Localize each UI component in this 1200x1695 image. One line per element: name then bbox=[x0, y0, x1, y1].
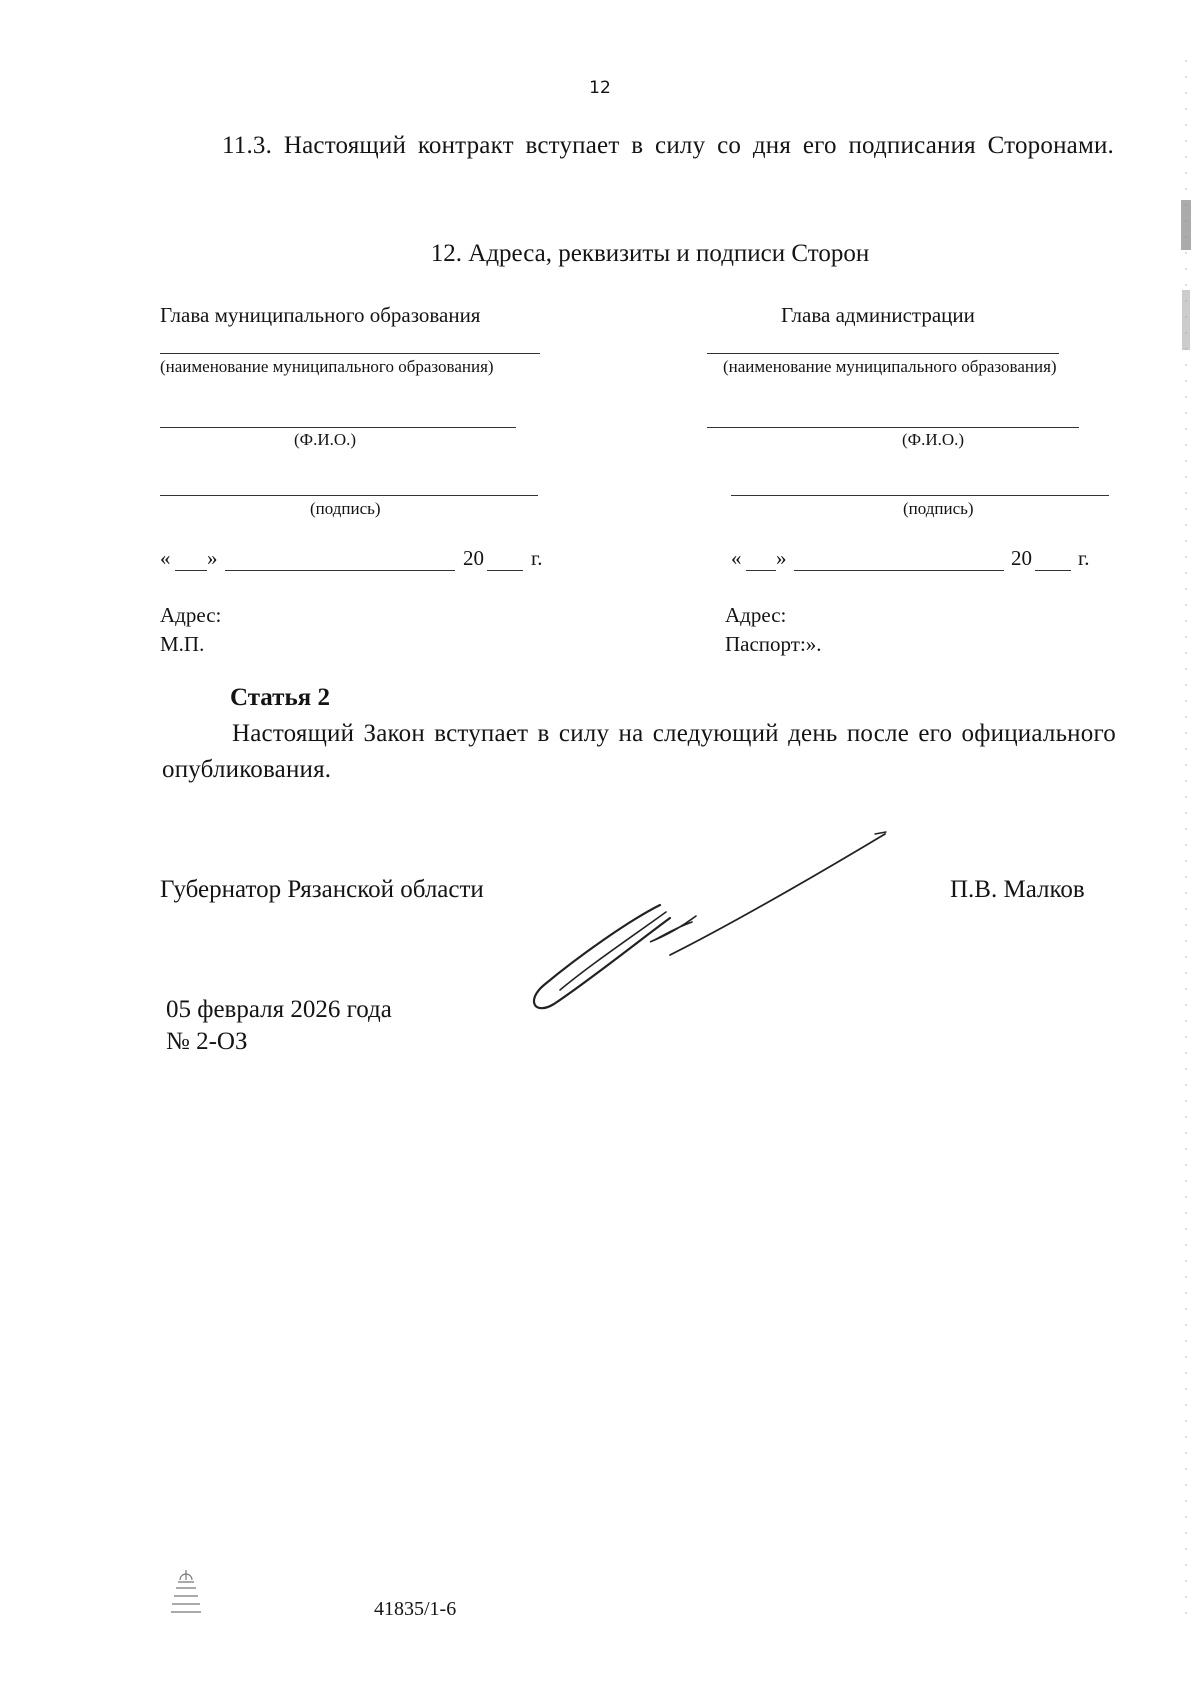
left-seal-label: М.П. bbox=[160, 632, 205, 656]
right-fio-line bbox=[707, 427, 1079, 428]
handwritten-signature bbox=[520, 820, 900, 1020]
left-signature-line bbox=[160, 495, 538, 496]
left-month-line bbox=[225, 570, 455, 571]
right-fio-caption: (Ф.И.О.) bbox=[902, 430, 965, 449]
left-name-caption: (наименование муниципального образования) bbox=[160, 357, 494, 376]
signing-date: 05 февраля 2026 года bbox=[166, 996, 392, 1023]
left-year-suffix: г. bbox=[531, 546, 543, 570]
right-year-line bbox=[1035, 570, 1071, 571]
scan-margin-noise bbox=[1180, 60, 1192, 1620]
left-signature-caption: (подпись) bbox=[310, 499, 381, 518]
left-date-close: » bbox=[207, 546, 218, 570]
right-passport-label: Паспорт:». bbox=[725, 632, 822, 656]
right-date-open: « bbox=[731, 546, 742, 570]
left-date-open: « bbox=[160, 546, 171, 570]
page-number: 12 bbox=[589, 78, 611, 98]
clause-11-3: 11.3. Настоящий контракт вступает в силу со дня его подписания Сторонами. bbox=[222, 132, 1114, 159]
right-date-close: » bbox=[776, 546, 787, 570]
article-2-text: Настоящий Закон вступает в силу на следующий день после его официального опубликования. bbox=[162, 720, 1116, 783]
right-year-suffix: г. bbox=[1078, 546, 1090, 570]
left-name-line bbox=[160, 353, 540, 354]
law-number: № 2-ОЗ bbox=[166, 1028, 248, 1055]
right-signature-caption: (подпись) bbox=[903, 499, 974, 518]
section-12-title: 12. Адреса, реквизиты и подписи Сторон bbox=[430, 240, 870, 267]
footer-document-code: 41835/1-6 bbox=[374, 1598, 457, 1620]
governor-title: Губернатор Рязанской области bbox=[160, 876, 484, 903]
left-year-prefix: 20 bbox=[463, 546, 484, 570]
right-address-label: Адрес: bbox=[725, 603, 787, 627]
right-year-prefix: 20 bbox=[1011, 546, 1032, 570]
article-2-heading: Статья 2 bbox=[230, 684, 330, 711]
left-fio-line bbox=[160, 427, 516, 428]
right-signature-line bbox=[731, 495, 1109, 496]
printer-emblem-icon bbox=[168, 1568, 204, 1618]
right-name-caption: (наименование муниципального образования) bbox=[723, 357, 1057, 376]
left-fio-caption: (Ф.И.О.) bbox=[294, 430, 357, 449]
left-address-label: Адрес: bbox=[160, 603, 222, 627]
right-month-line bbox=[794, 570, 1004, 571]
governor-name: П.В. Малков bbox=[950, 876, 1085, 903]
left-year-line bbox=[487, 570, 523, 571]
left-party-heading: Глава муниципального образования bbox=[160, 303, 481, 327]
right-day-line bbox=[746, 570, 776, 571]
right-party-heading: Глава администрации bbox=[781, 303, 975, 327]
right-name-line bbox=[707, 353, 1059, 354]
left-day-line bbox=[175, 570, 207, 571]
